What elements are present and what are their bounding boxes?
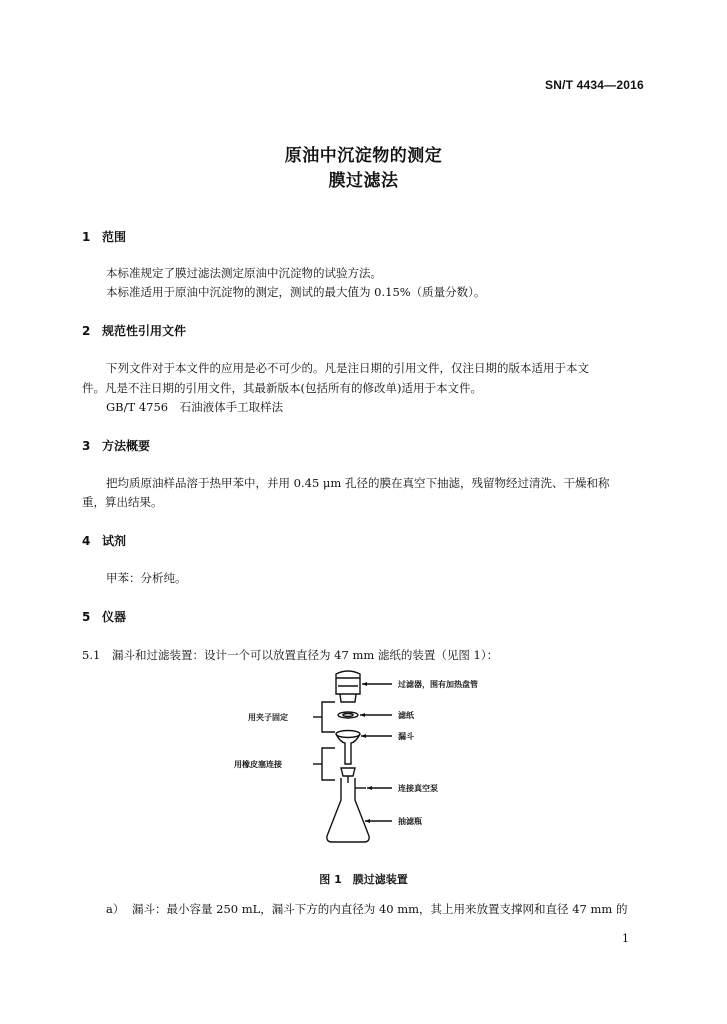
section-number: 2 [82,324,91,338]
page-number: 1 [622,932,629,945]
section-title: 规范性引用文件 [102,324,187,338]
figure-label-filter-paper: 滤纸 [398,711,414,720]
figure-caption: 图 1 膜过滤装置 [319,873,408,886]
section-title: 试剂 [102,534,127,548]
list-item-a [106,901,627,917]
list-item-text: 漏斗：最小容量 250 mL，漏斗下方的内直径为 40 mm，其上用来放置支撑网和直径 47 mm 的 [132,902,628,916]
section-3-paragraph-line-1: 把均质原油样品溶于热甲苯中，并用 0.45 μm 孔径的膜在真空下抽滤，残留物经过清洗、干燥和称 [106,476,610,490]
figure-label-stopper: 用橡皮塞连接 [234,760,282,769]
section-number: 4 [82,534,91,548]
section-title: 仪器 [102,610,127,624]
normative-reference: GB/T 4756 石油液体手工取样法 [106,400,284,414]
section-1-paragraph-2: 本标准适用于原油中沉淀物的测定，测试的最大值为 0.15%（质量分数）。 [106,285,486,299]
filter-head-drawing [336,671,360,702]
figure-label-funnel: 漏斗 [398,732,414,741]
membrane-filtration-apparatus-figure [0,660,727,865]
clause-text: 漏斗和过滤装置：设计一个可以放置直径为 47 mm 滤纸的装置（见图 1）： [112,648,499,662]
section-2-paragraph-line-2: 件。凡是不注日期的引用文件，其最新版本(包括所有的修改单)适用于本文件。 [82,381,482,395]
leader-arrowheads [360,682,372,823]
section-number: 3 [82,439,91,453]
standard-number: SN/T 4434—2016 [545,78,644,92]
section-number: 1 [82,230,91,244]
section-title: 范围 [102,230,127,244]
section-1-paragraph-1: 本标准规定了膜过滤法测定原油中沉淀物的试验方法。 [106,266,382,280]
section-2-paragraph-line-1: 下列文件对于本文件的应用是必不可少的。凡是注日期的引用文件，仅注日期的版本适用于本文 [106,361,589,375]
document-subtitle: 膜过滤法 [328,171,399,191]
list-marker: a） [106,902,125,916]
section-3-paragraph-line-2: 重，算出结果。 [82,495,163,509]
section-4-heading [82,532,126,549]
section-5-heading [82,608,126,625]
flask-drawing [327,778,369,842]
section-title: 方法概要 [102,439,151,453]
stopper-drawing [341,768,355,783]
section-4-paragraph: 甲苯：分析纯。 [106,571,187,585]
figure-label-clamp: 用夹子固定 [248,713,288,722]
document-title: 原油中沉淀物的测定 [284,146,443,166]
section-1-heading [82,228,126,245]
section-3-heading [82,437,150,454]
section-number: 5 [82,610,91,624]
figure-label-vacuum: 连接真空泵 [398,784,438,793]
clause-number: 5.1 [82,648,101,662]
figure-label-flask: 抽滤瓶 [398,817,422,826]
funnel-drawing [336,731,360,765]
figure-label-filter-head: 过滤器，围有加热盘管 [398,680,478,689]
section-2-heading [82,322,186,339]
